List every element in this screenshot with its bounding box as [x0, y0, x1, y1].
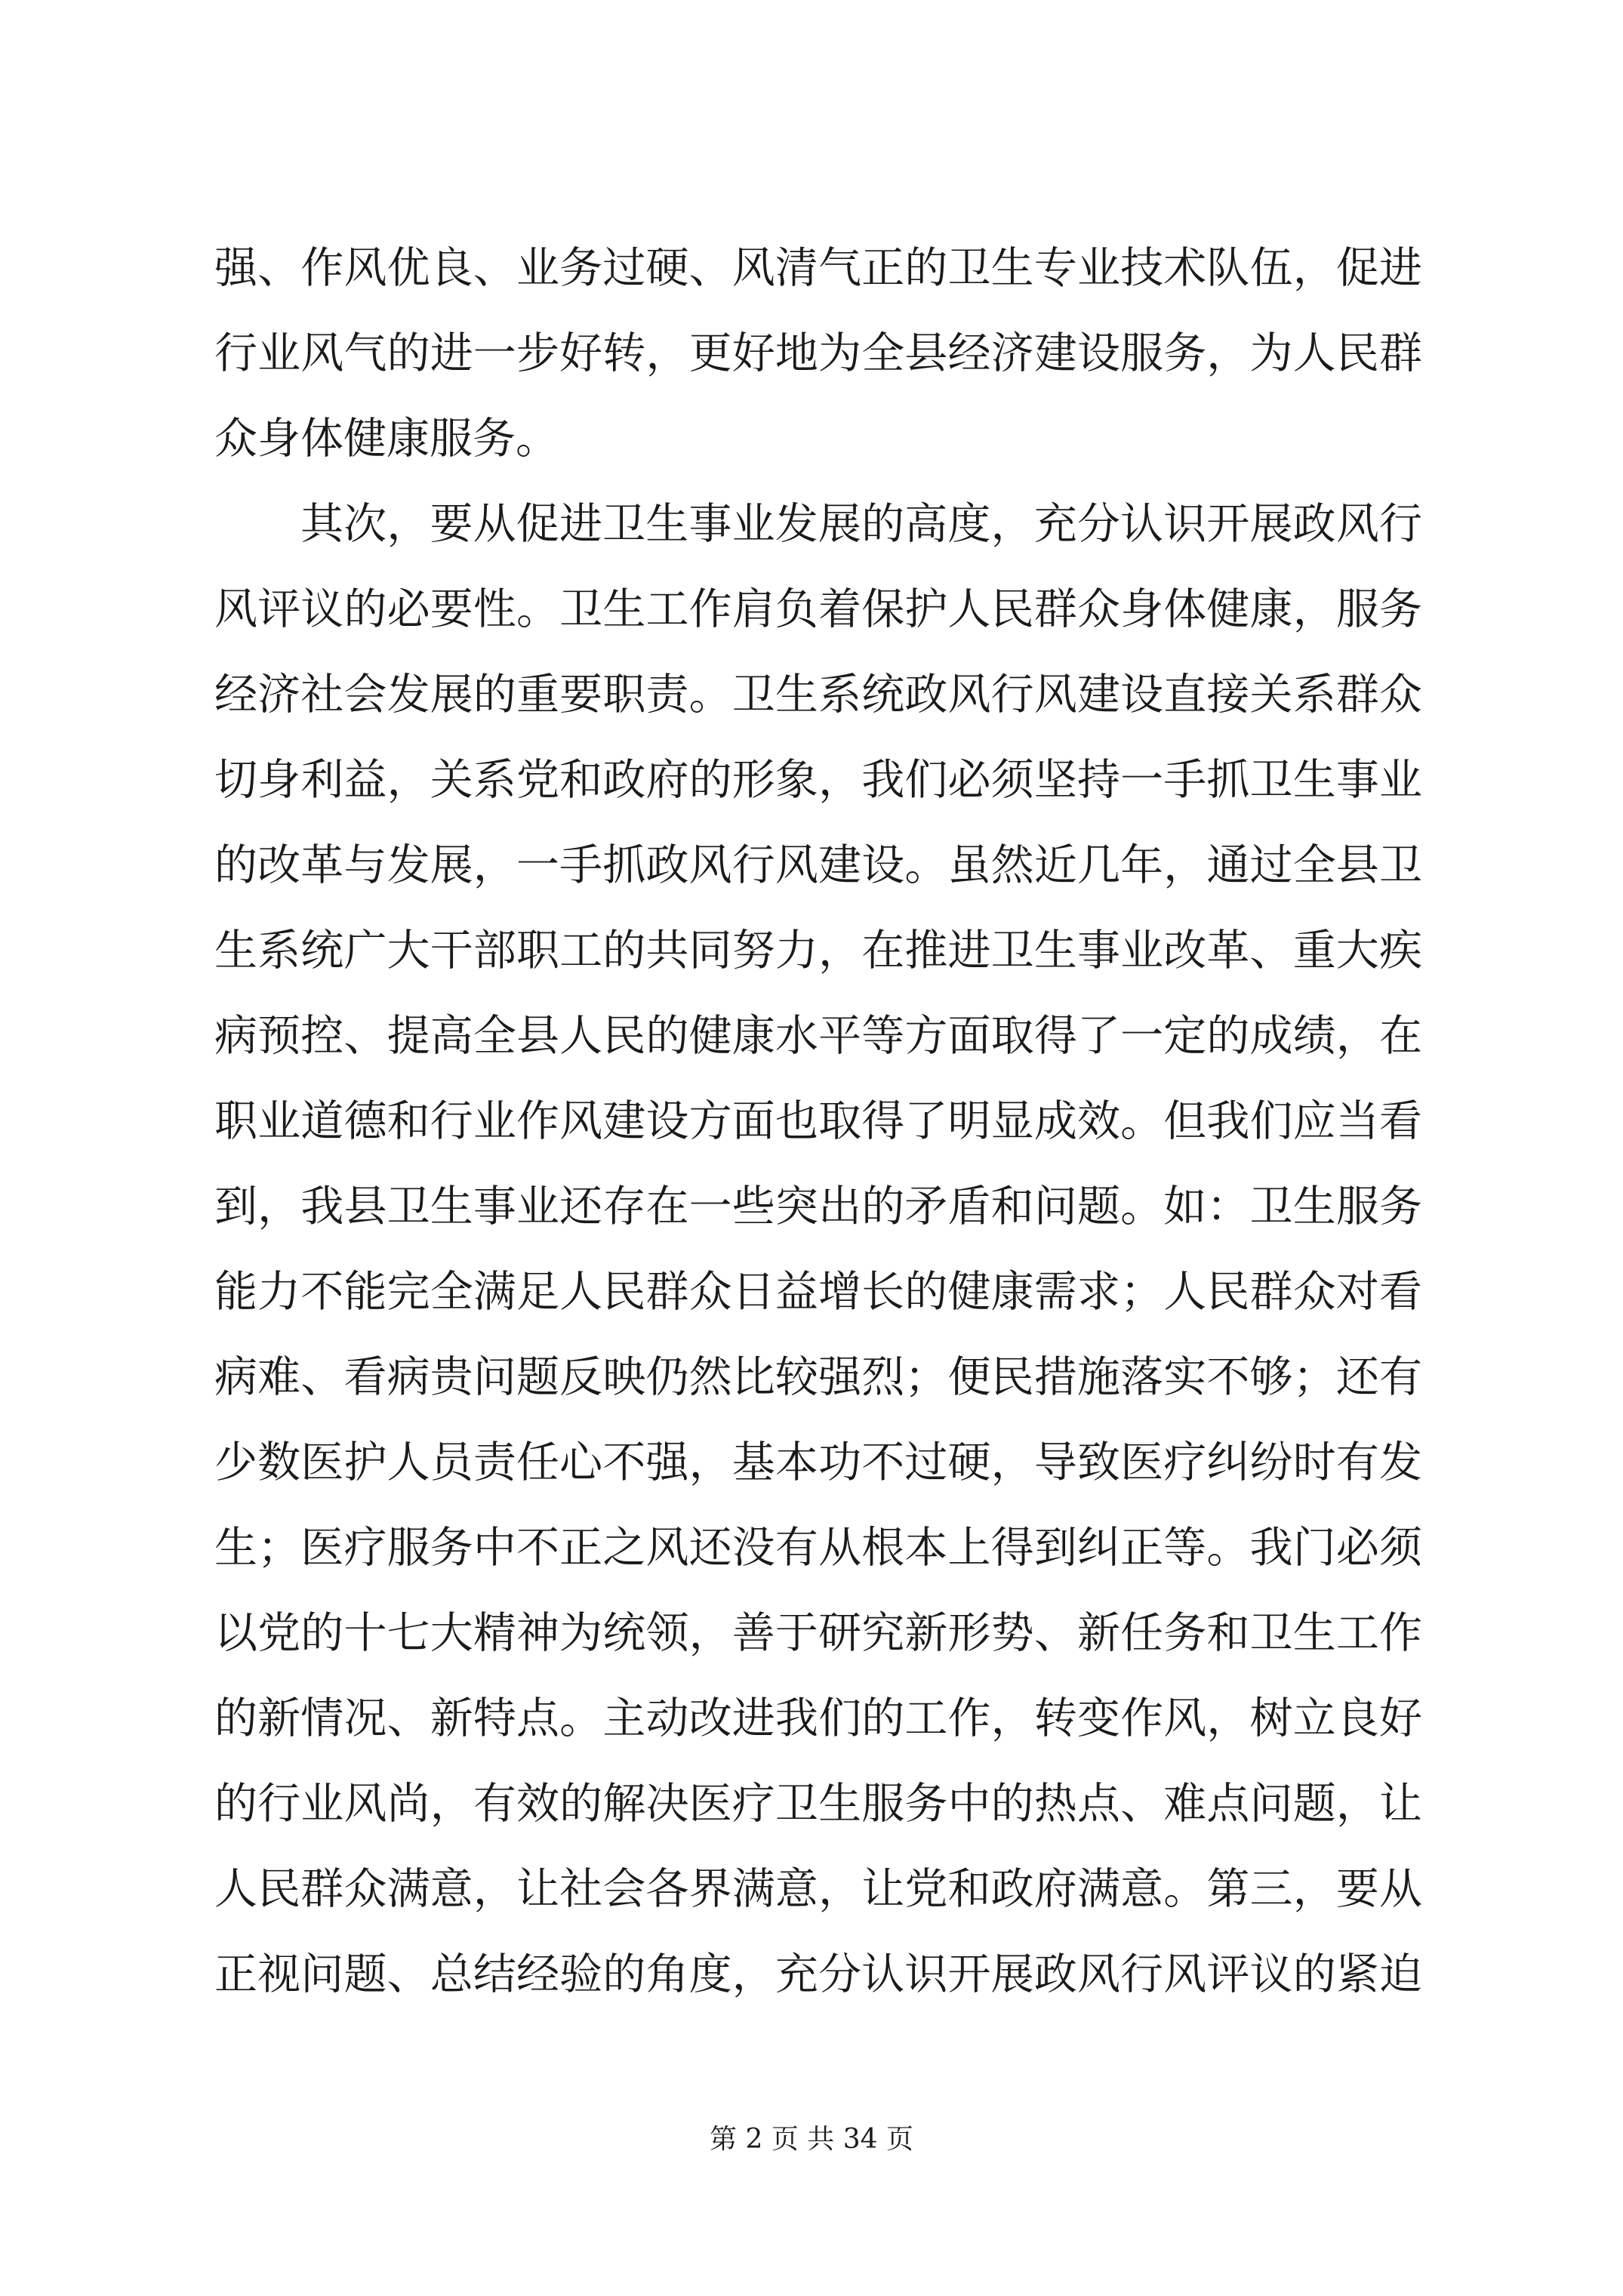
body-text-line: 到，我县卫生事业还存在一些突出的矛盾和问题。如：卫生服务: [214, 1182, 1422, 1231]
body-text-line: 以党的十七大精神为统领，善于研究新形势、新任务和卫生工作: [214, 1608, 1422, 1658]
body-text-line: 行业风气的进一步好转，更好地为全县经济建设服务，为人民群: [214, 328, 1422, 378]
body-text-line: 生系统广大干部职工的共同努力，在推进卫生事业改革、重大疾: [214, 926, 1422, 975]
body-text-line: 正视问题、总结经验的角度，充分认识开展政风行风评议的紧迫: [214, 1949, 1422, 1999]
body-text-line: 的行业风尚，有效的解决医疗卫生服务中的热点、难点问题，让: [214, 1779, 1422, 1829]
body-text-line: 经济社会发展的重要职责。卫生系统政风行风建设直接关系群众: [214, 670, 1422, 720]
body-text-line: 的新情况、新特点。主动改进我们的工作，转变作风，树立良好: [214, 1693, 1422, 1743]
body-text-line: 强、作风优良、业务过硬、风清气正的卫生专业技术队伍，促进: [214, 243, 1422, 293]
body-text-line: 人民群众满意，让社会各界满意，让党和政府满意。第三，要从: [214, 1864, 1422, 1914]
body-text-line: 切身利益，关系党和政府的形象，我们必须坚持一手抓卫生事业: [214, 755, 1422, 805]
body-text-line: 能力不能完全满足人民群众日益增长的健康需求；人民群众对看: [214, 1267, 1422, 1317]
page-number-footer: 第 2 页 共 34 页: [710, 2124, 913, 2155]
paragraph-first-line: 其次，要从促进卫生事业发展的高度，充分认识开展政风行: [300, 499, 1422, 549]
body-text-line: 生；医疗服务中不正之风还没有从根本上得到纠正等。我门必须: [214, 1523, 1422, 1573]
body-text-line: 众身体健康服务。: [214, 414, 559, 464]
body-text-line: 的改革与发展，一手抓政风行风建设。虽然近几年，通过全县卫: [214, 840, 1422, 890]
body-text-line: 少数医护人员责任心不强，基本功不过硬，导致医疗纠纷时有发: [214, 1438, 1422, 1487]
body-text-line: 风评议的必要性。卫生工作肩负着保护人民群众身体健康，服务: [214, 584, 1422, 634]
body-text-line: 病预控、提高全县人民的健康水平等方面取得了一定的成绩，在: [214, 1011, 1422, 1061]
body-text-line: 职业道德和行业作风建设方面也取得了明显成效。但我们应当看: [214, 1096, 1422, 1146]
body-text-line: 病难、看病贵问题反映仍然比较强烈；便民措施落实不够；还有: [214, 1352, 1422, 1402]
